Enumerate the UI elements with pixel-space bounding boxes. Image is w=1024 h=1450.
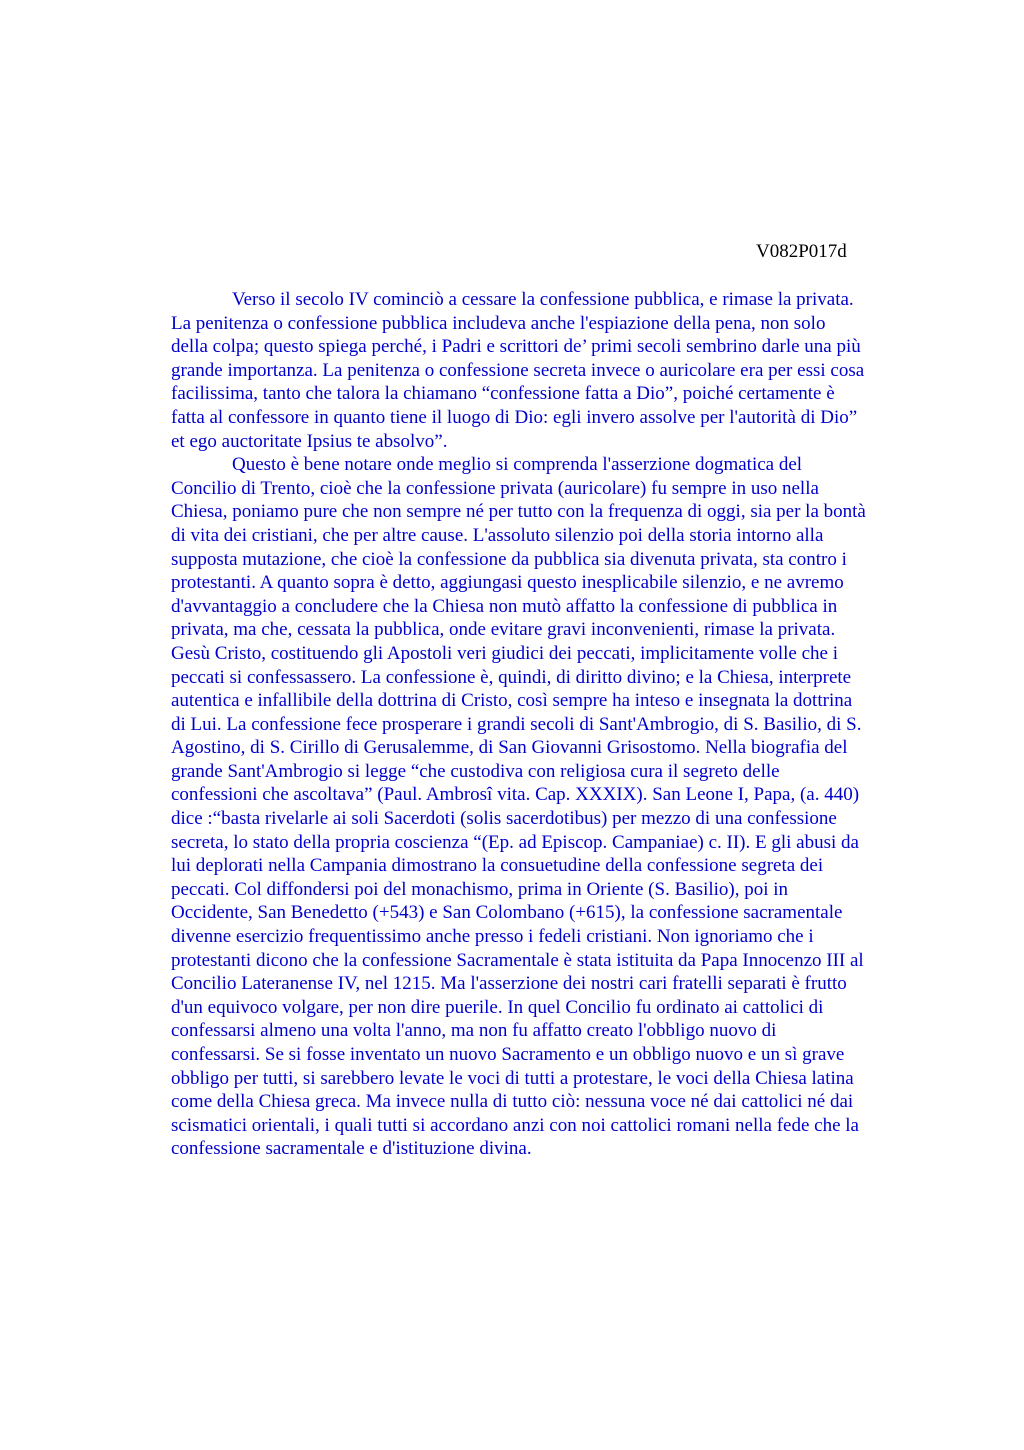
text-line: grande importanza. La penitenza o confessione secreta invece o auricolare era per essi cosa xyxy=(171,359,865,381)
document-id: V082P017d xyxy=(756,241,847,262)
text-line: peccati. Col diffondersi poi del monachismo, prima in Oriente (S. Basilio), poi in xyxy=(171,878,789,900)
text-line: d'avvantaggio a concludere che la Chiesa non mutò affatto la confessione di pubblica in xyxy=(171,595,838,617)
text-line: scismatici orientali, i quali tutti si accordano anzi con noi cattolici romani nella fede che la xyxy=(171,1114,859,1136)
text-line: Agostino, di S. Cirillo di Gerusalemme, di San Giovanni Grisostomo. Nella biografia del xyxy=(171,737,848,759)
text-line: della colpa; questo spiega perché, i Padri e scrittori de’ primi secoli sembrino darle una più xyxy=(171,336,861,358)
text-line: Questo è bene notare onde meglio si comprenda l'asserzione dogmatica del xyxy=(232,454,803,476)
text-line: Verso il secolo IV cominciò a cessare la confessione pubblica, e rimase la privata. xyxy=(232,289,854,310)
paragraph xyxy=(171,288,931,453)
text-line: Concilio Lateranense IV, nel 1215. Ma l'asserzione dei nostri cari fratelli separati è frutto xyxy=(171,973,847,995)
document-body xyxy=(171,288,931,1161)
text-line: dice :“basta rivelarle ai soli Sacerdoti (solis sacerdotibus) per mezzo di una confessione xyxy=(171,808,837,830)
text-line: come della Chiesa greca. Ma invece nulla di tutto ciò: nessuna voce né dai cattolici né dai xyxy=(171,1091,854,1113)
text-line: confessione sacramentale e d'istituzione divina. xyxy=(171,1138,532,1160)
text-line: Occidente, San Benedetto (+543) e San Colombano (+615), la confessione sacramentale xyxy=(171,902,843,924)
text-line: confessioni che ascoltava” (Paul. Ambrosî vita. Cap. XXXIX). San Leone I, Papa, (a. 440) xyxy=(171,784,860,806)
text-line: supposta mutazione, che cioè la confessione da pubblica sia divenuta privata, sta contro i xyxy=(171,548,847,570)
text-line: di Lui. La confessione fece prosperare i grandi secoli di Sant'Ambrogio, di S. Basilio, di S. xyxy=(171,713,862,735)
text-line: confessarsi almeno una volta l'anno, ma non fu affatto creato l'obbligo nuovo di xyxy=(171,1020,777,1042)
text-line: autentica e infallibile della dottrina di Cristo, così sempre ha inteso e insegnata la dottrina xyxy=(171,690,853,712)
text-line: peccati si confessassero. La confessione è, quindi, di diritto divino; e la Chiesa, interprete xyxy=(171,666,852,688)
text-line: divenne esercizio frequentissimo anche presso i fedeli cristiani. Non ignoriamo che i xyxy=(171,926,814,948)
text-line: Concilio di Trento, cioè che la confessione privata (auricolare) fu sempre in uso nella xyxy=(171,477,819,499)
paragraph xyxy=(171,453,931,1161)
text-line: secreta, lo stato della propria coscienza “(Ep. ad Episcop. Campaniae) c. II). E gli abusi da xyxy=(171,831,859,853)
text-line: et ego auctoritate Ipsius te absolvo”. xyxy=(171,430,448,452)
text-line: lui deplorati nella Campania dimostrano la consuetudine della confessione segreta dei xyxy=(171,855,824,877)
text-line: La penitenza o confessione pubblica includeva anche l'espiazione della pena, non solo xyxy=(171,312,826,334)
text-line: Chiesa, poniamo pure che non sempre né per tutto con la frequenza di oggi, sia per la bontà xyxy=(171,501,866,523)
text-line: grande Sant'Ambrogio si legge “che custodiva con religiosa cura il segreto delle xyxy=(171,760,780,782)
text-line: privata, ma che, cessata la pubblica, onde evitare gravi inconvenienti, rimase la privata. xyxy=(171,619,836,641)
text-line: protestanti. A quanto sopra è detto, aggiungasi questo inesplicabile silenzio, e ne avremo xyxy=(171,572,844,594)
text-line: d'un equivoco volgare, per non dire puerile. In quel Concilio fu ordinato ai cattolici di xyxy=(171,996,824,1018)
text-line: confessarsi. Se si fosse inventato un nuovo Sacramento e un obbligo nuovo e un sì grave xyxy=(171,1044,845,1065)
text-line: di vita dei cristiani, che per altre cause. L'assoluto silenzio poi della storia intorno alla xyxy=(171,524,824,546)
text-line: facilissima, tanto che talora la chiamano “confessione fatta a Dio”, poiché certamente è xyxy=(171,383,835,405)
text-line: obbligo per tutti, si sarebbero levate le voci di tutti a protestare, le voci della Chiesa latina xyxy=(171,1067,854,1089)
text-line: fatta al confessore in quanto tiene il luogo di Dio: egli invero assolve per l'autorità di Dio” xyxy=(171,406,858,428)
text-line: Gesù Cristo, costituendo gli Apostoli veri giudici dei peccati, implicitamente volle che i xyxy=(171,642,838,664)
text-line: protestanti dicono che la confessione Sacramentale è stata istituita da Papa Innocenzo III al xyxy=(171,949,864,971)
